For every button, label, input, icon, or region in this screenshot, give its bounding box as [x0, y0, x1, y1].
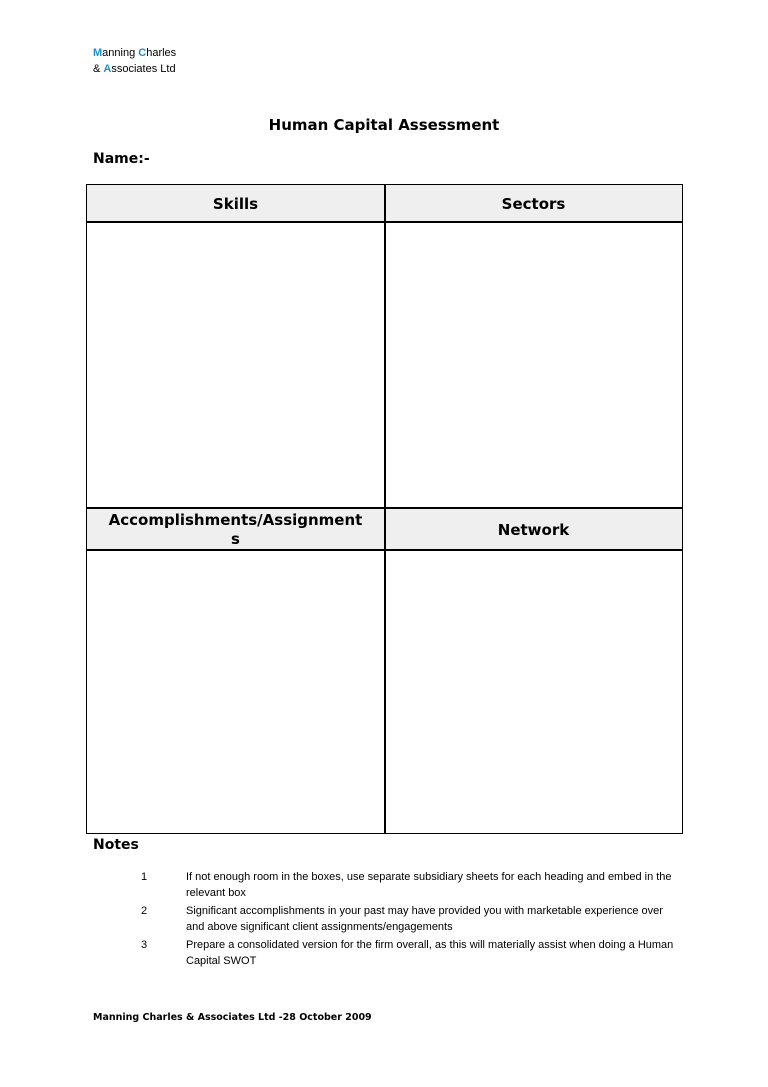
network-box[interactable]	[385, 551, 682, 832]
accomplishments-box[interactable]	[87, 551, 384, 832]
sectors-header: Sectors	[385, 185, 682, 222]
divider	[384, 185, 386, 833]
skills-box[interactable]	[87, 223, 384, 508]
note-text: Significant accomplishments in your past may have provided you with marketable experience over and above significant client assignments/engagements	[186, 905, 663, 933]
name-label: Name:-	[93, 151, 150, 167]
logo-line-1: Manning Charles	[93, 47, 177, 59]
skills-header: Skills	[87, 185, 384, 222]
note-number: 2	[140, 905, 148, 917]
note-text: Prepare a consolidated version for the firm overall, as this will materially assist when doing a Human Capital SWOT	[186, 939, 674, 967]
note-number: 3	[140, 939, 148, 951]
page-title: Human Capital Assessment	[268, 116, 500, 134]
logo-line-2: & Associates Ltd	[93, 63, 176, 75]
accomplishments-header: Accomplishments/Assignment s	[87, 509, 384, 550]
company-logo	[93, 45, 176, 77]
network-header: Network	[385, 509, 682, 550]
sectors-box[interactable]	[385, 223, 682, 508]
notes-heading: Notes	[93, 837, 139, 853]
note-number: 1	[140, 871, 148, 883]
note-text: If not enough room in the boxes, use separate subsidiary sheets for each heading and embed in the relevant box	[186, 871, 672, 899]
page-footer: Manning Charles & Associates Ltd -28 October 2009	[93, 1012, 372, 1023]
assessment-grid	[86, 184, 683, 834]
